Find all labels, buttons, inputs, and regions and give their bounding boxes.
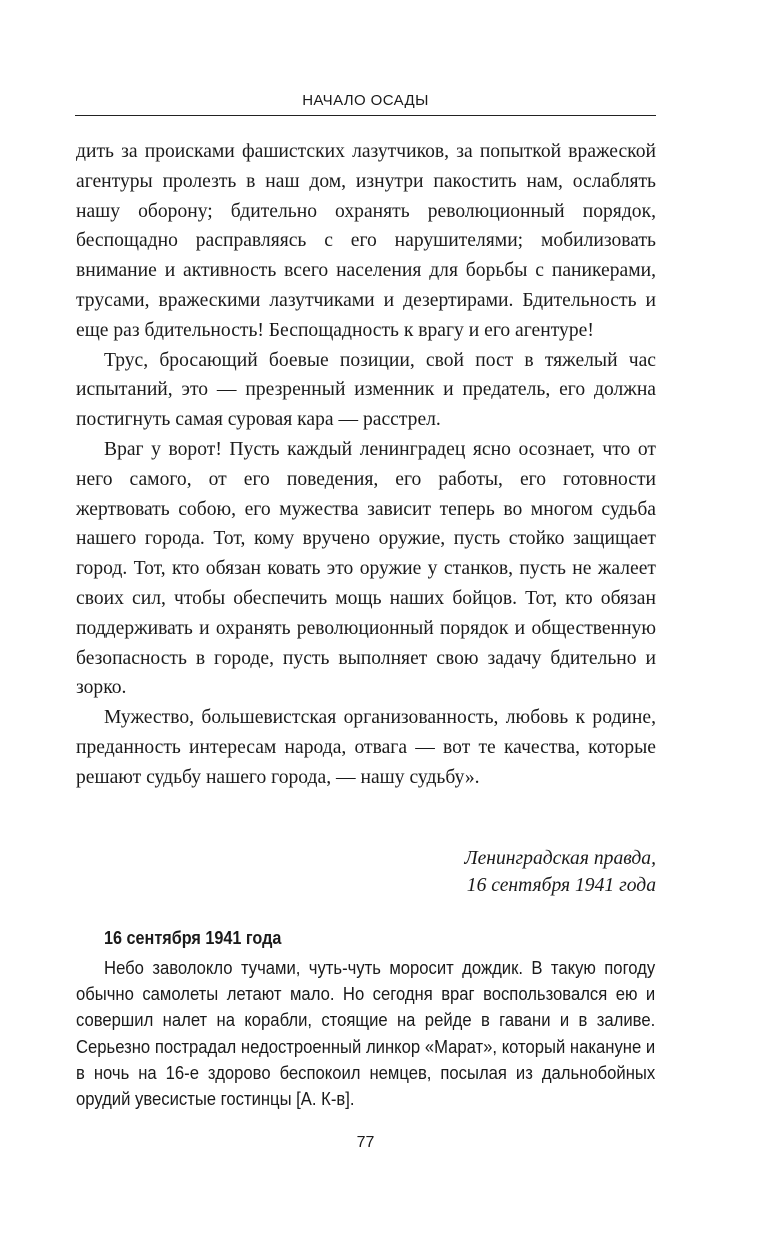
running-head: НАЧАЛО ОСАДЫ — [302, 92, 429, 109]
quote-paragraph: Враг у ворот! Пусть каждый ленинградец ясно осознает, что от него самого, от его поведения, его работы, его готовности жертвовать собою, его мужества зависит теперь во многом судьба нашего города. Тот, кому вручено оружие, пусть стойко защищает город. Тот, кто обязан ковать это оружие у станков, пусть не жалеет своих сил, чтобы обеспечить мощь наших бойцов. Тот, кто обязан поддерживать и охранять революционный порядок и общественную безопасность в городе, пусть выполняет свою задачу бдительно и зорко. — [76, 438, 656, 699]
source-date: 16 сентября 1941 года — [466, 875, 656, 896]
diary-entry-text: Небо заволокло тучами, чуть-чуть моросит дождик. В такую погоду обычно самолеты летают мало. Но сегодня враг воспользовался ею и совершил налет на корабли, стоящие на рейде в гавани и в заливе. Серьезно пострадал недостроенный линкор «Марат», который накануне и в ночь на 16-е здорово беспокоил немцев, посылая из дальнобойных орудий увесистые гостинцы [А. К-в]. — [76, 957, 656, 1110]
page-number: 77 — [356, 1134, 375, 1151]
source-publication: Ленинградская правда, — [464, 848, 656, 869]
quote-paragraph: Мужество, большевистская организованность, любовь к родине, преданность интересам народа, отвага — вот те качества, которые решают судьбу нашего города, — нашу судьбу». — [76, 707, 656, 788]
quote-source — [464, 845, 656, 899]
diary-entry-heading: 16 сентября 1941 года — [104, 928, 282, 948]
quote-paragraph: дить за происками фашистских лазутчиков, за попыткой вражеской агентуры пролезть в наш дом, изнутри пакостить нам, ослаблять нашу оборону; бдительно охранять революционный порядок, беспощадно расправляясь с его нарушителями; мобилизовать внимание и активность всего населения для борьбы с паникерами, трусами, вражескими лазутчиками и дезертирами. Бдительность и еще раз бдительность! Беспощадность к врагу и его агентуре! — [76, 141, 656, 341]
header-rule — [75, 115, 656, 116]
quote-paragraph: Трус, бросающий боевые позиции, свой пост в тяжелый час испытаний, это — презренный изменник и предатель, его должна постигнуть самая суровая кара — расстрел. — [76, 349, 656, 431]
quoted-article — [76, 137, 656, 793]
diary-entry — [76, 955, 655, 1112]
